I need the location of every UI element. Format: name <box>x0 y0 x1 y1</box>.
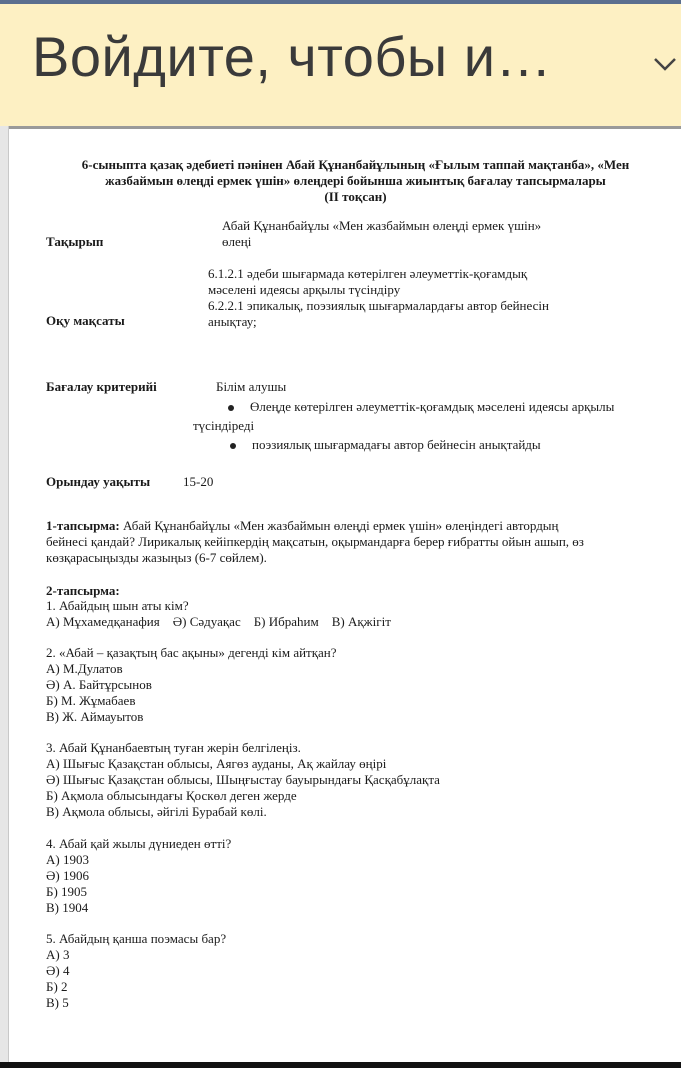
criteria-bullet-1 <box>228 399 614 414</box>
q2-option: Б) М. Жұмабаев <box>46 693 136 708</box>
q4-question: 4. Абай қай жылы дүниеден өтті? <box>46 836 232 851</box>
criteria-bullet-1-text: Өлеңде көтерілген әлеуметтік-қоғамдық мәселені идеясы арқылы <box>250 399 615 414</box>
q4-option: Б) 1905 <box>46 884 88 899</box>
objectives-label: Оқу мақсаты <box>46 313 125 328</box>
time-label: Орындау уақыты <box>46 474 151 489</box>
q5-option: Б) 2 <box>46 979 68 994</box>
q3-option: А) Шығыс Қазақстан облысы, Аягөз ауданы, Ақ жайлау өңірі <box>46 756 387 771</box>
doc-heading-line-1: 6-сыныпта қазақ әдебиеті пәнінен Абай Құнанбайұлының «Ғылым таппай мақтанба», «Мен <box>81 157 630 172</box>
q2-option: А) М.Дулатов <box>46 661 123 676</box>
topic-value-line-2: өлеңі <box>222 234 252 249</box>
doc-heading-line-2: жазбаймын өлеңді ермек үшін» өлеңдері бойынша жиынтық бағалау тапсырмалары <box>105 173 606 188</box>
task1-label: 1-тапсырма: <box>46 518 120 533</box>
q1-question: 1. Абайдың шын аты кім? <box>46 598 189 613</box>
q2-option: Ә) А. Байтұрсынов <box>46 677 152 692</box>
objective-line-1: 6.1.2.1 әдеби шығармада көтерілген әлеуметтік-қоғамдық <box>208 266 528 281</box>
objective-line-2: мәселені идеясы арқылы түсіндіру <box>208 282 401 297</box>
objective-line-3: 6.2.2.1 эпикалық, поэзиялық шығармалардағы автор бейнесін <box>208 298 549 313</box>
topic-value-line-1: Абай Құнанбайұлы «Мен жазбаймын өлеңді ермек үшін» <box>222 218 542 233</box>
q2-option: В) Ж. Аймауытов <box>46 709 144 724</box>
task1-line-2: бейнесі қандай? Лирикалық кейіпкердің мақсатын, оқырмандарға берер ғибратты ойын ашып, өз <box>46 534 584 549</box>
q4-option: А) 1903 <box>46 852 89 867</box>
bottom-edge-bar <box>0 1062 681 1068</box>
q3-option: Ә) Шығыс Қазақстан облысы, Шыңғыстау бауырындағы Қасқабұлақта <box>46 772 440 787</box>
q3-question: 3. Абай Құнанбаевтың туған жерін белгілеңіз. <box>46 740 301 755</box>
q2-question: 2. «Абай – қазақтың бас ақыны» дегенді кім айтқан? <box>46 645 337 660</box>
doc-heading-line-3: (ІІ тоқсан) <box>324 189 387 204</box>
criteria-bullet-1-cont: түсіндіреді <box>193 418 255 433</box>
task1-text-1: Абай Құнанбайұлы «Мен жазбаймын өлеңді ермек үшін» өлеңіндегі автордың <box>119 518 559 533</box>
time-value: 15-20 <box>183 474 214 489</box>
q5-question: 5. Абайдың қанша поэмасы бар? <box>46 931 227 946</box>
criteria-bullet-2-text: поэзиялық шығармадағы автор бейнесін анықтайды <box>252 437 541 452</box>
q3-option: Б) Ақмола облысындағы Қоскөл деген жерде <box>46 788 297 803</box>
topic-label: Тақырып <box>46 234 104 249</box>
task2-label: 2-тапсырма: <box>46 583 120 598</box>
q5-option: А) 3 <box>46 947 70 962</box>
criteria-intro: Білім алушы <box>216 379 287 394</box>
q4-option: В) 1904 <box>46 900 89 915</box>
criteria-label: Бағалау критерийі <box>46 379 157 394</box>
q3-option: В) Ақмола облысы, әйгілі Бурабай көлі. <box>46 804 267 819</box>
q4-option: Ә) 1906 <box>46 868 89 883</box>
q5-option: Ә) 4 <box>46 963 70 978</box>
criteria-bullet-2 <box>230 437 541 452</box>
objective-line-4: анықтау; <box>208 314 257 329</box>
task1-line-3: көзқарасыңызды жазыңыз (6-7 сөйлем). <box>46 550 267 565</box>
q1-options: А) Мұхамедқанафия Ә) Сәдуақас Б) Ибраһим В) Ақжігіт <box>46 614 391 629</box>
q5-option: В) 5 <box>46 995 69 1010</box>
banner-title[interactable]: Войдите, чтобы и… <box>32 25 553 88</box>
task1-line-1 <box>46 518 559 533</box>
bullet-icon <box>228 405 234 411</box>
bullet-icon <box>230 443 236 449</box>
